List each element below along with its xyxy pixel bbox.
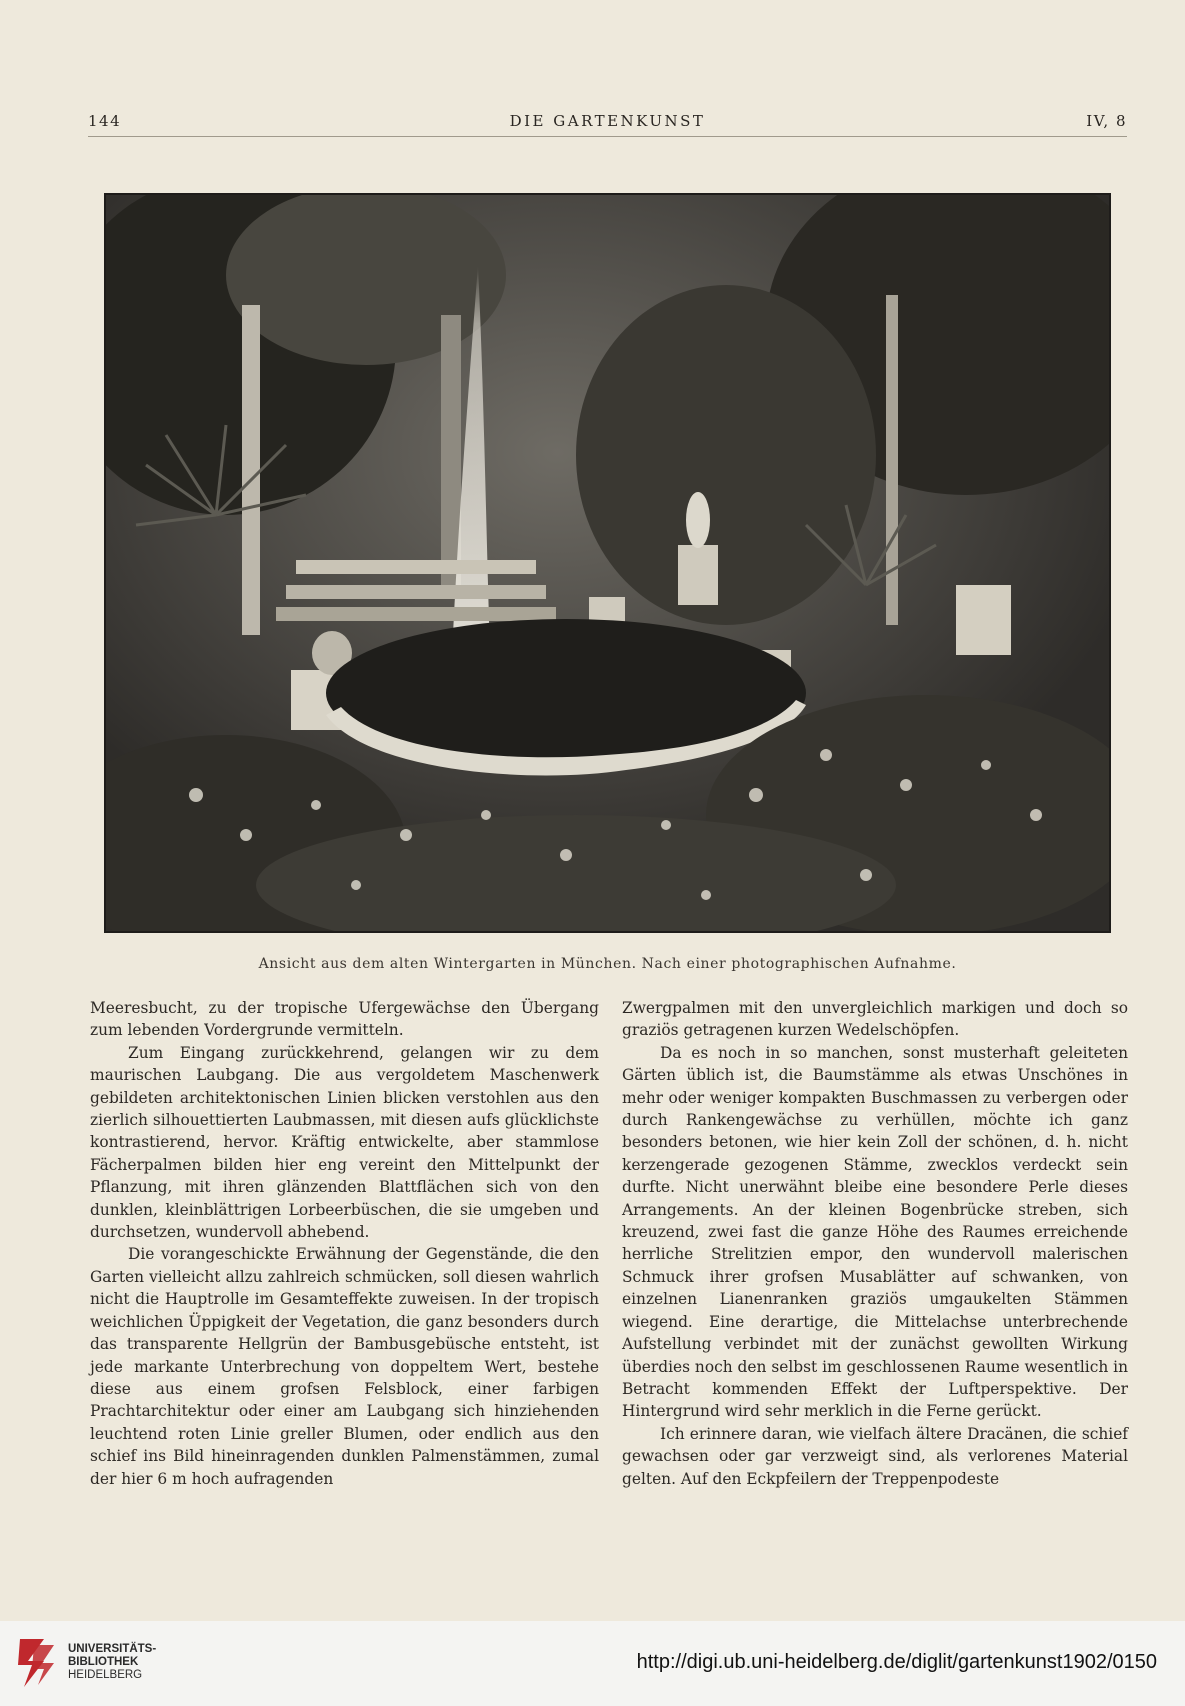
library-name-line: HEIDELBERG xyxy=(68,1669,143,1681)
winter-garden-photograph xyxy=(104,193,1111,933)
paragraph: Ich erinnere daran, wie vielfach ältere Dracänen, die schief gewachsen oder gar verzweigt sind, als verlorenes Material gelten. Auf den Eckpfeilern der Treppenpodeste xyxy=(622,1424,1128,1488)
left-text-column xyxy=(90,997,599,1490)
journal-title: DIE GARTENKUNST xyxy=(509,112,706,130)
library-name-line: UNIVERSITÄTS- xyxy=(68,1643,157,1655)
paragraph: Zwergpalmen mit den unvergleichlich markigen und doch so graziös getragenen kurzen Wedelschöpfen. xyxy=(622,999,1128,1040)
paragraph: Da es noch in so manchen, sonst musterhaft geleiteten Gärten üblich ist, die Baumstämme als etwas Unschönes in mehr oder weniger kompakten Buschmassen zu verbergen oder durch Rankengewächse zu verhüllen, möchte ich ganz besonders betonen, wie hier kein Zoll der schönen, d. h. nicht kerzengerade gezogenen Stämme, zwecklos verdeckt sein durfte. Nicht unerwähnt bleibe eine besondere Perle dieses Arrangements. An der kleinen Bogenbrücke streben, sich kreuzend, zwei fast die ganze Höhe des Raumes erreichende herrliche Strelitzien empor, den wundervoll malerischen Schmuck ihrer grofsen Musablätter auf schwanken, von einzelnen Lianenranken graziös umgaukelten Stämmen wiegend. Eine derartige, die Mittelachse unterbrechende Aufstellung verbindet mit der zunächst gewollten Wirkung überdies noch den selbst im geschlossenen Raume wesentlich in Betracht kommenden Effekt der Luftperspektive. Der Hintergrund wird sehr merklich in die Ferne gerückt. xyxy=(622,1043,1128,1421)
running-header xyxy=(88,112,1127,137)
page-number: 144 xyxy=(88,112,122,130)
digitization-footer xyxy=(0,1621,1185,1706)
paragraph: Die vorangeschickte Erwähnung der Gegenstände, die den Garten vielleicht allzu zahlreich schmücken, soll diesen wahrlich nicht die Hauptrolle im Gesamteffekte zuweisen. In der tropisch weichlichen Üppigkeit der Vegetation, die ganz besonders durch das transparente Hellgrün der Bambusgebüsche entsteht, ist jede markante Unterbrechung von doppeltem Wert, bestehe diese aus einem grofsen Felsblock, einer farbigen Prachtarchitektur oder einer am Laubgang sich hinziehenden leuchtend roten Linie greller Blumen, oder endlich aus den schief ins Bild hineinragenden dunklen Palmenstämmen, zumal der hier 6 m hoch aufragenden xyxy=(90,1245,599,1488)
library-logo-icon xyxy=(14,1635,60,1691)
paragraph: Zum Eingang zurückkehrend, gelangen wir zu dem maurischen Laubgang. Die aus vergoldetem Maschenwerk gebildeten architektonischen Linien blicken verstohlen aus den zierlich silhouettierten Laubmassen, mit diesen aufs glücklichste kontrastierend, hervor. Kräftig entwickelte, aber stammlose Fächerpalmen bilden hier eng vereint den Mittelpunkt der Pflanzung, mit ihren glänzenden Blattflächen sich von den dunklen, kleinblättrigen Lorbeerbüschen, die sie umgeben und durchsetzen, wundervoll abhebend. xyxy=(90,1043,599,1242)
paragraph: Meeresbucht, zu der tropische Ufergewächse den Übergang zum lebenden Vordergrunde vermitteln. xyxy=(90,999,599,1040)
library-name-line: BIBLIOTHEK xyxy=(68,1656,139,1668)
source-url-link[interactable]: http://digi.ub.uni-heidelberg.de/diglit/gartenkunst1902/0150 xyxy=(636,1651,1157,1673)
volume-number: IV, 8 xyxy=(1086,112,1127,130)
photo-illustration xyxy=(106,195,1109,931)
right-text-column xyxy=(622,997,1128,1490)
figure-caption: Ansicht aus dem alten Wintergarten in München. Nach einer photographischen Aufnahme. xyxy=(258,956,957,972)
library-name xyxy=(68,1643,156,1682)
